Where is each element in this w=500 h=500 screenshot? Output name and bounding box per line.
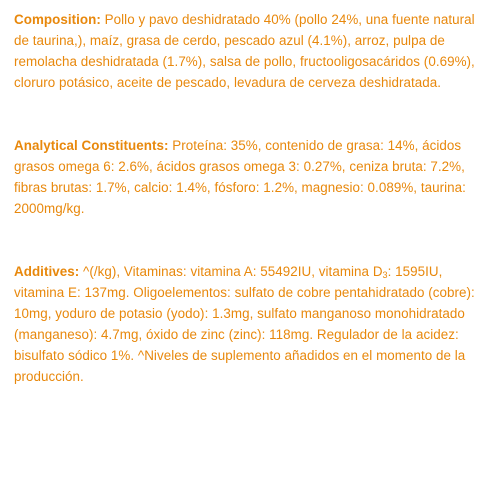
additives-text-part-1: ^(/kg), Vitaminas: vitamina A: 55492IU, vitamina D <box>79 264 383 279</box>
additives-label: Additives: <box>14 264 80 279</box>
additives-section <box>14 261 490 387</box>
analytical-constituents-label: Analytical Constituents: <box>14 138 169 153</box>
vitamin-d3-subscript: 3 <box>382 270 388 280</box>
composition-label: Composition: <box>14 12 101 27</box>
analytical-constituents-section <box>14 135 490 219</box>
analytical-constituents-text: Proteína: 35%, contenido de grasa: 14%, ácidos grasos omega 6: 2.6%, ácidos grasos omega 3: 0.27%, ceniza bruta: 7.2%, fibras brutas: 1.7%, calcio: 1.4%, fósforo: 1.2%, magnesio: 0.089%, taurina: 2000mg/kg. <box>14 138 466 216</box>
composition-text: Pollo y pavo deshidratado 40% (pollo 24%, una fuente natural de taurina,), maíz, grasa de cerdo, pescado azul (4.1%), arroz, pulpa de remolacha deshidratada (1.7%), salsa de pollo, fructooligosacáridos (0.69%), cloruro potásico, aceite de pescado, levadura de cerveza deshidratada. <box>14 12 475 90</box>
additives-text-part-2: : 1595IU, vitamina E: 137mg. Oligoelementos: sulfato de cobre pentahidratado (cobre): 10mg, yoduro de potasio (yodo): 1.3mg, sulfato manganoso monohidratado (manganeso): 4.7mg, óxido de zinc (zinc): 118mg. Regulador de la acidez: bisulfato sódico 1%. ^Niveles de suplemento añadidos en el momento de la producción. <box>14 264 475 384</box>
ingredients-document <box>14 9 490 429</box>
composition-section <box>14 9 490 93</box>
